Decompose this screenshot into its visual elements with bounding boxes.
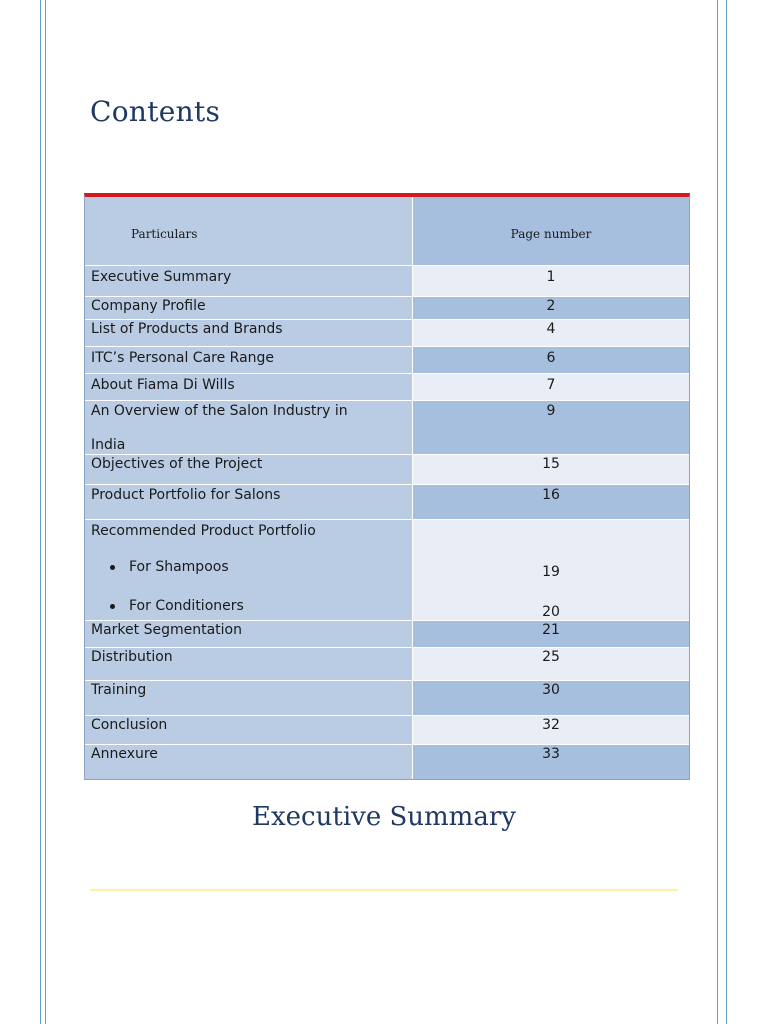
- table-row: [85, 681, 689, 716]
- table-row: [85, 621, 689, 648]
- row-page: 7: [413, 374, 689, 400]
- row-page: 33: [413, 745, 689, 779]
- row-label: Distribution: [85, 648, 413, 680]
- row-label: Market Segmentation: [85, 621, 413, 647]
- row-label: Conclusion: [85, 716, 413, 744]
- row-page: 30: [413, 681, 689, 715]
- table-row: [85, 485, 689, 520]
- row-label: Objectives of the Project: [85, 455, 413, 484]
- row-label-cell: [85, 520, 413, 620]
- table-row: [85, 648, 689, 681]
- sub-page-conditioners: 20: [542, 604, 560, 620]
- table-row: [85, 266, 689, 297]
- header-particulars: Particulars: [131, 227, 198, 241]
- row-page: 6: [413, 347, 689, 373]
- sub-item-conditioners: For Conditioners: [91, 597, 412, 615]
- row-page: 21: [413, 621, 689, 647]
- contents-heading: Contents: [90, 95, 221, 128]
- table-row: [85, 347, 689, 374]
- header-page-number: Page number: [510, 227, 592, 241]
- header-page-number-cell: [413, 197, 689, 265]
- executive-summary-heading: Executive Summary: [252, 802, 516, 832]
- row-page: 16: [413, 485, 689, 519]
- row-page: 15: [413, 455, 689, 484]
- table-row: [85, 455, 689, 485]
- sub-page-shampoos: 19: [542, 564, 560, 580]
- row-page: 1: [413, 266, 689, 296]
- table-row: [85, 745, 689, 779]
- header-particulars-cell: [85, 197, 413, 265]
- heading-underline: [90, 889, 678, 891]
- row-label: Recommended Product Portfolio: [91, 523, 316, 539]
- right-border-inner: [717, 0, 718, 1024]
- row-page: 2: [413, 297, 689, 319]
- row-page: 32: [413, 716, 689, 744]
- sub-item-shampoos: For Shampoos: [91, 558, 412, 576]
- table-row: [85, 401, 689, 455]
- row-label-cell: [85, 401, 413, 454]
- table-row: [85, 297, 689, 320]
- row-label: Company Profile: [85, 297, 413, 319]
- row-label: Training: [85, 681, 413, 715]
- row-page: 9: [413, 401, 689, 454]
- row-page: 25: [413, 648, 689, 680]
- row-label: List of Products and Brands: [85, 320, 413, 346]
- table-row: [85, 374, 689, 401]
- table-header-row: [85, 197, 689, 266]
- row-page-cell: [413, 520, 689, 620]
- left-border-outer: [40, 0, 41, 1024]
- row-label: An Overview of the Salon Industry in: [91, 403, 348, 419]
- row-label-continued: India: [91, 437, 126, 453]
- row-page: 4: [413, 320, 689, 346]
- left-border-inner: [45, 0, 46, 1024]
- row-label: ITC’s Personal Care Range: [85, 347, 413, 373]
- table-row: [85, 716, 689, 745]
- row-label: Executive Summary: [85, 266, 413, 296]
- right-border-outer: [726, 0, 727, 1024]
- row-label: Annexure: [85, 745, 413, 779]
- row-label: About Fiama Di Wills: [85, 374, 413, 400]
- row-label: Product Portfolio for Salons: [85, 485, 413, 519]
- table-row: [85, 320, 689, 347]
- table-row: [85, 520, 689, 621]
- contents-table: [84, 193, 690, 780]
